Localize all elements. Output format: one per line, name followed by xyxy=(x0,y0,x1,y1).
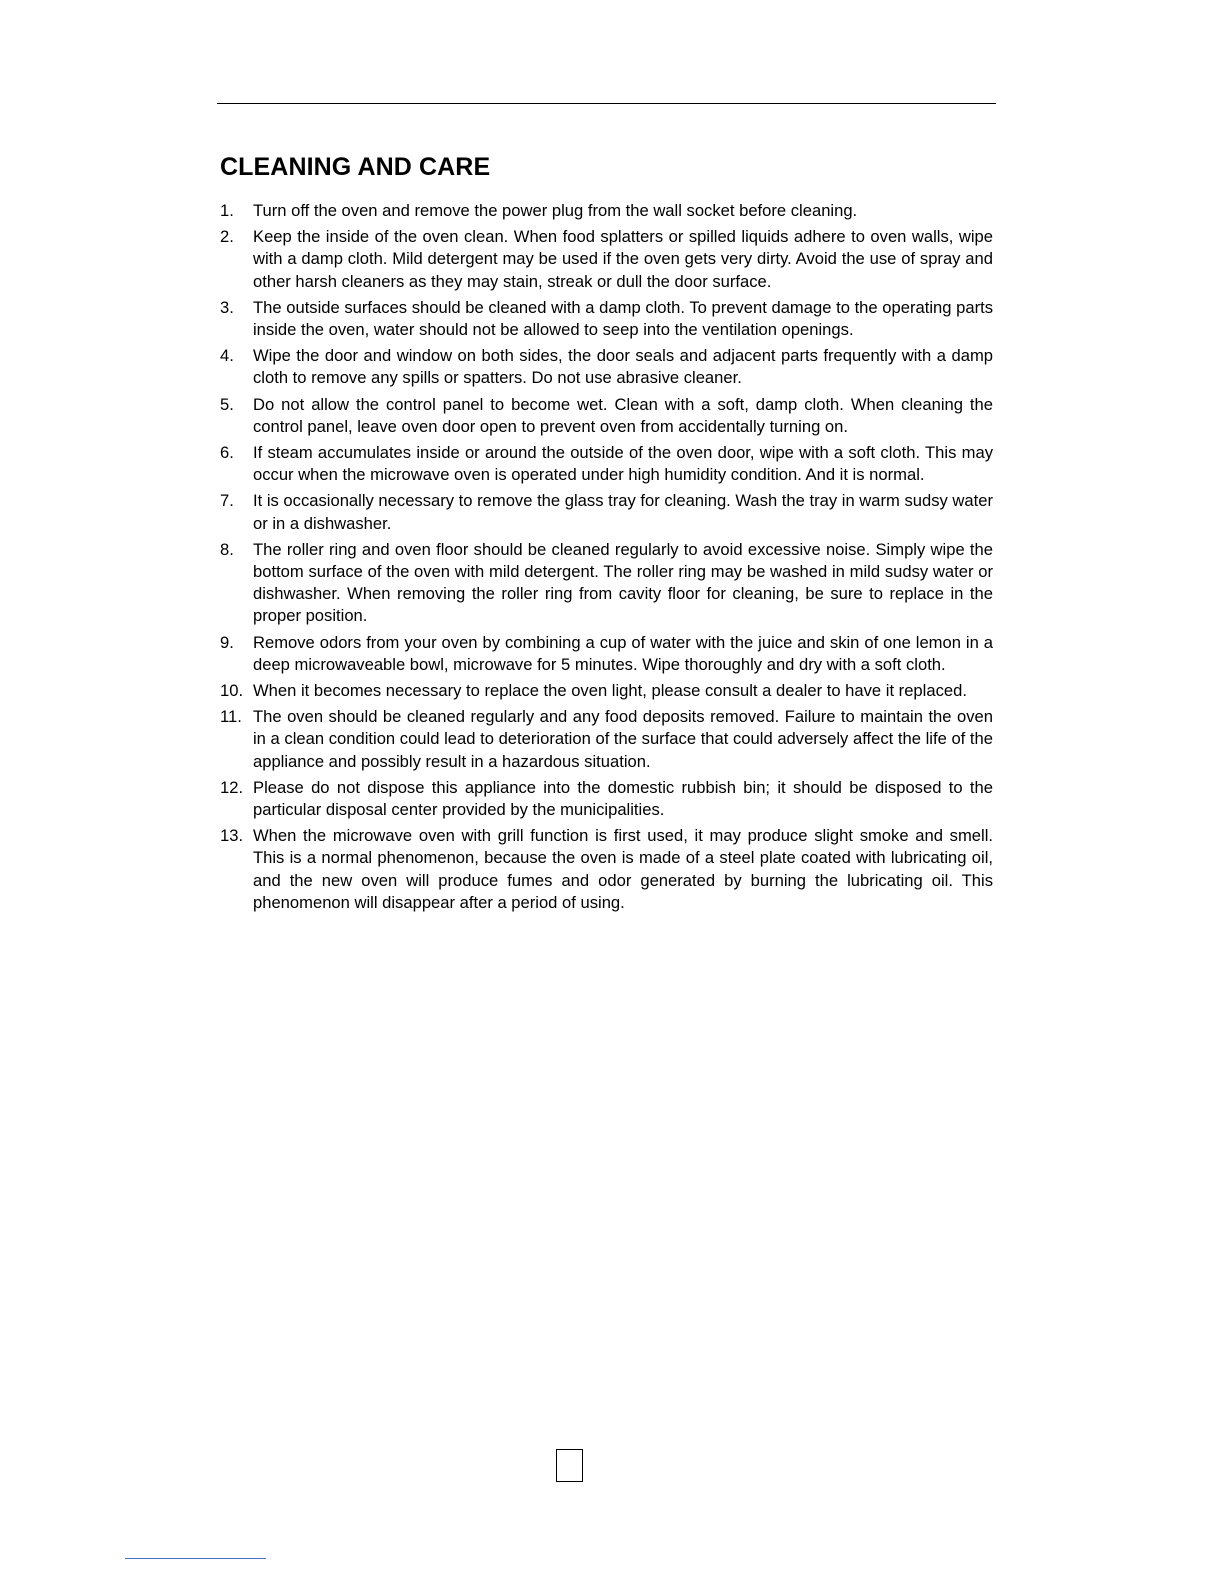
item-text: The oven should be cleaned regularly and any food deposits removed. Failure to maintain the oven in a clean condition could lead to deterioration of the surface that could adversely affect the life of the appliance and possibly result in a hazardous situation. xyxy=(253,707,993,771)
item-number: 7. xyxy=(220,491,234,511)
list-item xyxy=(220,345,993,389)
list-item xyxy=(220,632,993,676)
item-number: 10. xyxy=(220,681,244,701)
list-item xyxy=(220,442,993,486)
list-item xyxy=(220,226,993,293)
list-item xyxy=(220,200,993,222)
cleaning-instructions-list xyxy=(220,200,993,918)
item-number: 13. xyxy=(220,826,244,846)
item-number: 3. xyxy=(220,297,234,317)
list-item xyxy=(220,539,993,628)
item-number: 2. xyxy=(220,227,234,247)
item-number: 8. xyxy=(220,539,234,559)
item-number: 6. xyxy=(220,443,234,463)
item-number: 4. xyxy=(220,346,234,366)
item-text: Keep the inside of the oven clean. When food splatters or spilled liquids adhere to oven walls, wipe with a damp cloth. Mild detergent may be used if the oven gets very dirty. Avoid the use of spray and other harsh cleaners as they may stain, streak or dull the door surface. xyxy=(253,227,993,291)
item-text: Please do not dispose this appliance into the domestic rubbish bin; it should be disposed to the particular disposal center provided by the municipalities. xyxy=(253,777,993,820)
item-number: 9. xyxy=(220,632,234,652)
item-text: Wipe the door and window on both sides, the door seals and adjacent parts frequently with a damp cloth to remove any spills or spatters. Do not use abrasive cleaner. xyxy=(253,346,993,388)
item-number: 5. xyxy=(220,394,234,414)
list-item xyxy=(220,706,993,773)
item-text: The roller ring and oven floor should be cleaned regularly to avoid excessive noise. Simply wipe the bottom surface of the oven with mild detergent. The roller ring may be washed in mild sudsy water or dishwasher. When removing the roller ring from cavity floor for cleaning, be sure to replace in the proper position. xyxy=(253,539,993,626)
list-item xyxy=(220,297,993,341)
page-title: CLEANING AND CARE xyxy=(220,153,491,181)
item-text: It is occasionally necessary to remove the glass tray for cleaning. Wash the tray in warm sudsy water or in a dishwasher. xyxy=(253,491,993,533)
footer-rule xyxy=(125,1558,266,1559)
item-number: 12. xyxy=(220,777,244,797)
item-text: Do not allow the control panel to become wet. Clean with a soft, damp cloth. When cleaning the control panel, leave oven door open to prevent oven from accidentally turning on. xyxy=(253,394,993,436)
list-item xyxy=(220,490,993,534)
item-text: The outside surfaces should be cleaned with a damp cloth. To prevent damage to the operating parts inside the oven, water should not be allowed to seep into the ventilation openings. xyxy=(253,297,993,340)
item-number: 1. xyxy=(220,201,234,220)
page-number-box xyxy=(556,1449,583,1482)
item-text: If steam accumulates inside or around the outside of the oven door, wipe with a soft cloth. This may occur when the microwave oven is operated under high humidity condition. And it is normal. xyxy=(253,443,993,485)
item-text: Remove odors from your oven by combining a cup of water with the juice and skin of one lemon in a deep microwaveable bowl, microwave for 5 minutes. Wipe thoroughly and dry with a soft cloth. xyxy=(253,632,993,674)
item-number: 11. xyxy=(220,707,242,727)
item-text: When the microwave oven with grill function is first used, it may produce slight smoke and smell. This is a normal phenomenon, because the oven is made of a steel plate coated with lubricating oil, and the new oven will produce fumes and odor generated by burning the lubricating oil. This phenomenon will disappear after a period of using. xyxy=(253,826,993,912)
list-item xyxy=(220,680,993,702)
list-item xyxy=(220,777,993,821)
header-rule xyxy=(217,103,996,104)
item-text: When it becomes necessary to replace the oven light, please consult a dealer to have it replaced. xyxy=(253,681,967,701)
list-item xyxy=(220,394,993,438)
item-text: Turn off the oven and remove the power plug from the wall socket before cleaning. xyxy=(253,201,858,220)
list-item xyxy=(220,825,993,914)
